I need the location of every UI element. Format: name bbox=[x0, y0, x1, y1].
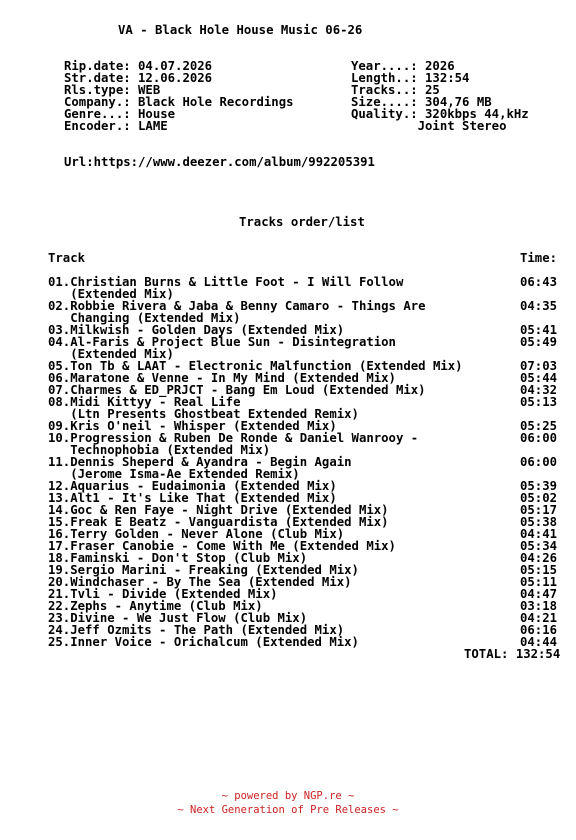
info-company: Company.: Black Hole Recordings bbox=[64, 95, 294, 109]
info-street-date: Str.date: 12.06.2026 bbox=[64, 71, 213, 85]
track-title: 14.Goc & Ren Faye - Night Drive (Extended Mix) bbox=[48, 503, 389, 517]
track-title: 20.Windchaser - By The Sea (Extended Mix) bbox=[48, 575, 352, 589]
track-title: 15.Freak E Beatz - Vanguardista (Extended Mix) bbox=[48, 515, 389, 529]
album-url: Url:https://www.deezer.com/album/992205391 bbox=[64, 155, 375, 169]
track-title: 21.Tvli - Divide (Extended Mix) bbox=[48, 587, 278, 601]
track-row bbox=[48, 300, 568, 324]
track-title: 05.Ton Tb & LAAT - Electronic Malfunction (Extended Mix) bbox=[48, 359, 463, 373]
footer-powered-by: ~ powered by NGP.re ~ bbox=[221, 790, 355, 802]
track-title: 18.Faminski - Don't Stop (Club Mix) bbox=[48, 551, 308, 565]
track-title-continued: Changing (Extended Mix) bbox=[48, 311, 241, 325]
track-time: 04:21 bbox=[520, 611, 558, 625]
track-title: 19.Sergio Marini - Freaking (Extended Mix) bbox=[48, 563, 359, 577]
info-release-type: Rls.type: WEB bbox=[64, 83, 161, 97]
track-time: 05:13 bbox=[520, 395, 558, 409]
track-row bbox=[48, 432, 568, 456]
track-time: 05:02 bbox=[520, 491, 558, 505]
track-title: 16.Terry Golden - Never Alone (Club Mix) bbox=[48, 527, 345, 541]
track-time: 05:44 bbox=[520, 371, 558, 385]
track-time: 05:17 bbox=[520, 503, 558, 517]
track-list bbox=[48, 276, 568, 648]
release-title: VA - Black Hole House Music 06-26 bbox=[118, 23, 363, 37]
track-row bbox=[48, 396, 568, 420]
info-track-count: Tracks..: 25 bbox=[351, 83, 440, 97]
track-title: 13.Alt1 - It's Like That (Extended Mix) bbox=[48, 491, 337, 505]
track-title-continued: (Ltn Presents Ghostbeat Extended Remix) bbox=[48, 407, 359, 421]
track-title: 12.Aquarius - Eudaimonia (Extended Mix) bbox=[48, 479, 337, 493]
track-time: 04:26 bbox=[520, 551, 558, 565]
footer-tagline: ~ Next Generation of Pre Releases ~ bbox=[177, 804, 399, 816]
info-size: Size....: 304,76 MB bbox=[351, 95, 492, 109]
track-title: 08.Midi Kittyy - Real Life bbox=[48, 395, 241, 409]
track-title-continued: Technophobia (Extended Mix) bbox=[48, 443, 271, 457]
track-time: 04:41 bbox=[520, 527, 558, 541]
track-title: 09.Kris O'neil - Whisper (Extended Mix) bbox=[48, 419, 337, 433]
track-title: 22.Zephs - Anytime (Club Mix) bbox=[48, 599, 263, 613]
track-time: 06:00 bbox=[520, 431, 558, 445]
track-title: 06.Maratone & Venne - In My Mind (Extended Mix) bbox=[48, 371, 396, 385]
track-title: 07.Charmes & ED_PRJCT - Bang Em Loud (Extended Mix) bbox=[48, 383, 426, 397]
track-time: 05:39 bbox=[520, 479, 558, 493]
track-time: 07:03 bbox=[520, 359, 558, 373]
track-time: 05:34 bbox=[520, 539, 558, 553]
info-quality: Quality.: 320kbps 44,kHz bbox=[351, 107, 529, 121]
track-time: 05:15 bbox=[520, 563, 558, 577]
info-genre: Genre...: House bbox=[64, 107, 176, 121]
track-row bbox=[48, 276, 568, 300]
track-title: 17.Fraser Canobie - Come With Me (Extended Mix) bbox=[48, 539, 396, 553]
track-time: 05:41 bbox=[520, 323, 558, 337]
track-title-continued: (Extended Mix) bbox=[48, 347, 174, 361]
track-title: 03.Milkwish - Golden Days (Extended Mix) bbox=[48, 323, 345, 337]
track-title: 01.Christian Burns & Little Foot - I Will Follow bbox=[48, 275, 404, 289]
column-header-track: Track bbox=[48, 251, 86, 265]
track-time: 06:16 bbox=[520, 623, 558, 637]
track-time: 04:35 bbox=[520, 299, 558, 313]
tracks-heading: Tracks order/list bbox=[239, 215, 365, 229]
column-header-time: Time: bbox=[520, 251, 558, 265]
track-row bbox=[48, 456, 568, 480]
track-title: 25.Inner Voice - Orichalcum (Extended Mix) bbox=[48, 635, 359, 649]
info-length: Length..: 132:54 bbox=[351, 71, 470, 85]
info-encoder: Encoder.: LAME bbox=[64, 119, 168, 133]
track-time: 05:49 bbox=[520, 335, 558, 349]
track-time: 05:11 bbox=[520, 575, 558, 589]
track-title: 24.Jeff Ozmits - The Path (Extended Mix) bbox=[48, 623, 345, 637]
track-title: 11.Dennis Sheperd & Ayandra - Begin Again bbox=[48, 455, 352, 469]
track-time: 06:43 bbox=[520, 275, 558, 289]
total-length: TOTAL: 132:54 bbox=[464, 647, 561, 661]
track-time: 05:25 bbox=[520, 419, 558, 433]
info-rip-date: Rip.date: 04.07.2026 bbox=[64, 59, 213, 73]
track-time: 04:44 bbox=[520, 635, 558, 649]
track-title: 04.Al-Faris & Project Blue Sun - Disintegration bbox=[48, 335, 396, 349]
track-time: 06:00 bbox=[520, 455, 558, 469]
track-title: 02.Robbie Rivera & Jaba & Benny Camaro - Things Are bbox=[48, 299, 426, 313]
track-title: 10.Progression & Ruben De Ronde & Daniel Wanrooy - bbox=[48, 431, 419, 445]
track-time: 04:32 bbox=[520, 383, 558, 397]
track-row bbox=[48, 336, 568, 360]
info-channel-mode: Joint Stereo bbox=[351, 119, 507, 133]
track-time: 03:18 bbox=[520, 599, 558, 613]
track-time: 04:47 bbox=[520, 587, 558, 601]
track-title-continued: (Jerome Isma-Ae Extended Remix) bbox=[48, 467, 300, 481]
track-title-continued: (Extended Mix) bbox=[48, 287, 174, 301]
info-year: Year....: 2026 bbox=[351, 59, 455, 73]
track-time: 05:38 bbox=[520, 515, 558, 529]
track-title: 23.Divine - We Just Flow (Club Mix) bbox=[48, 611, 308, 625]
